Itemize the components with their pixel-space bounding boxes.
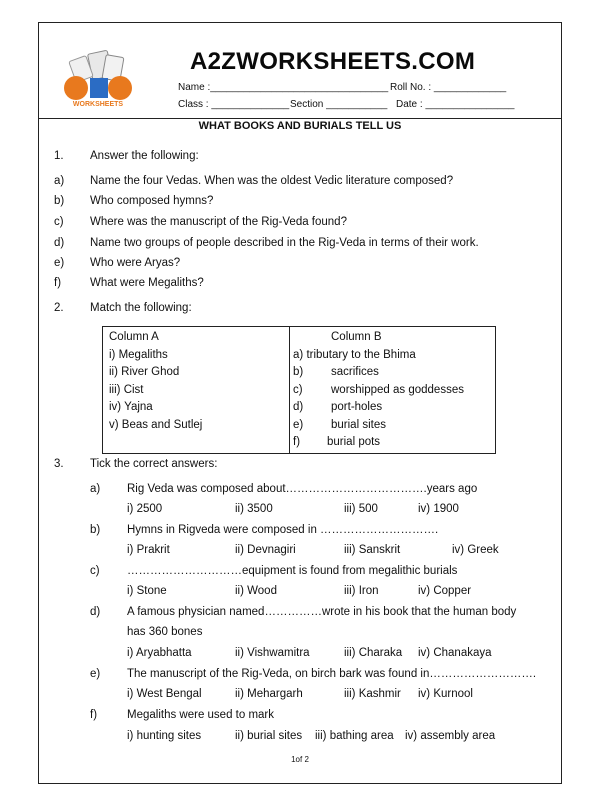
q1-item-text: Name the four Vedas. When was the oldest Vedic literature composed? <box>90 175 454 187</box>
q3-option: iii) bathing area <box>315 730 394 742</box>
section-field: Section ___________ <box>290 99 388 110</box>
q2-text: Match the following: <box>90 302 192 314</box>
q1-number: 1. <box>54 150 64 162</box>
q3-question: The manuscript of the Rig-Veda, on birch bark was found in………………………. <box>127 668 537 680</box>
q1-item-label: a) <box>54 175 65 187</box>
class-field: Class : ______________ <box>178 99 290 110</box>
column-b-text: port-holes <box>331 401 383 413</box>
q3-option: iv) Copper <box>418 585 472 597</box>
q3-option: iii) Iron <box>344 585 379 597</box>
table-divider <box>289 327 290 453</box>
q3-option: iv) 1900 <box>418 503 459 515</box>
q1-item-text: What were Megaliths? <box>90 277 204 289</box>
q3-option: iv) Kurnool <box>418 688 473 700</box>
column-b-label: b) <box>293 366 304 378</box>
q3-option: ii) Devnagiri <box>235 544 296 556</box>
date-field: Date : ________________ <box>396 99 515 110</box>
q1-item-label: e) <box>54 257 65 269</box>
q3-option: ii) Mehargarh <box>235 688 303 700</box>
q3-option: ii) 3500 <box>235 503 273 515</box>
q3-option: i) Stone <box>127 585 167 597</box>
column-b-text: sacrifices <box>331 366 379 378</box>
column-b-label: e) <box>293 419 304 431</box>
q3-option: iv) assembly area <box>405 730 496 742</box>
q3-option: i) West Bengal <box>127 688 202 700</box>
column-a-item: v) Beas and Sutlej <box>109 419 203 431</box>
match-table <box>102 326 496 454</box>
q3-option: iii) Sanskrit <box>344 544 401 556</box>
q1-item-text: Name two groups of people described in the Rig-Veda in terms of their work. <box>90 237 479 249</box>
q3-option: ii) Vishwamitra <box>235 647 310 659</box>
column-b-text: worshipped as goddesses <box>331 384 464 396</box>
q3-option: ii) burial sites <box>235 730 303 742</box>
column-b-item: a) tributary to the Bhima <box>293 349 416 361</box>
q3-option: ii) Wood <box>235 585 277 597</box>
brand-title: A2ZWORKSHEETS.COM <box>190 48 476 75</box>
column-a-item: ii) River Ghod <box>109 366 180 378</box>
column-a-item: iii) Cist <box>109 384 144 396</box>
q3-question: …………………………equipment is found from megalithic burials <box>127 565 458 577</box>
q3-text: Tick the correct answers: <box>90 458 218 470</box>
q1-item-text: Who were Aryas? <box>90 257 181 269</box>
q3-question-continued: has 360 bones <box>127 626 203 638</box>
column-b-text: burial pots <box>327 436 381 448</box>
column-b-label: f) <box>293 436 301 448</box>
q3-option: i) hunting sites <box>127 730 202 742</box>
a2z-logo <box>54 48 144 110</box>
q3-question: Rig Veda was composed about……………………………….years ago <box>127 483 478 495</box>
q3-item-label: d) <box>90 606 101 618</box>
q2-number: 2. <box>54 302 64 314</box>
page-title: WHAT BOOKS AND BURIALS TELL US <box>198 120 402 132</box>
q3-option: iii) 500 <box>344 503 378 515</box>
q3-question: Hymns in Rigveda were composed in …………………………. <box>127 524 439 536</box>
q3-item-label: f) <box>90 709 98 721</box>
q1-item-text: Where was the manuscript of the Rig-Veda found? <box>90 216 347 228</box>
q3-option: i) Prakrit <box>127 544 170 556</box>
q3-question: A famous physician named……………wrote in his book that the human body <box>127 606 517 618</box>
q1-item-text: Who composed hymns? <box>90 195 214 207</box>
q1-text: Answer the following: <box>90 150 199 162</box>
q3-option: i) Aryabhatta <box>127 647 192 659</box>
roll-field: Roll No. : _____________ <box>390 82 507 93</box>
column-b-label: c) <box>293 384 303 396</box>
page-number: 1of 2 <box>291 755 309 764</box>
q3-number: 3. <box>54 458 64 470</box>
q1-item-label: b) <box>54 195 65 207</box>
q3-option: i) 2500 <box>127 503 163 515</box>
q3-item-label: e) <box>90 668 101 680</box>
q3-item-label: a) <box>90 483 101 495</box>
column-b-header: Column B <box>331 331 382 343</box>
q3-option: iii) Kashmir <box>344 688 401 700</box>
column-b-text: burial sites <box>331 419 386 431</box>
q3-option: iii) Charaka <box>344 647 403 659</box>
column-b-label: d) <box>293 401 304 413</box>
q1-item-label: c) <box>54 216 64 228</box>
column-a-header: Column A <box>109 331 159 343</box>
q1-item-label: f) <box>54 277 62 289</box>
logo-subtext: WORKSHEETS <box>72 101 124 108</box>
q3-option: iv) Greek <box>452 544 499 556</box>
column-a-item: i) Megaliths <box>109 349 168 361</box>
column-a-item: iv) Yajna <box>109 401 153 413</box>
q3-option: iv) Chanakaya <box>418 647 492 659</box>
q1-item-label: d) <box>54 237 65 249</box>
q3-question: Megaliths were used to mark <box>127 709 275 721</box>
q3-item-label: c) <box>90 565 100 577</box>
name-field: Name :________________________________ <box>178 82 389 93</box>
header-divider <box>38 118 562 119</box>
q3-item-label: b) <box>90 524 101 536</box>
